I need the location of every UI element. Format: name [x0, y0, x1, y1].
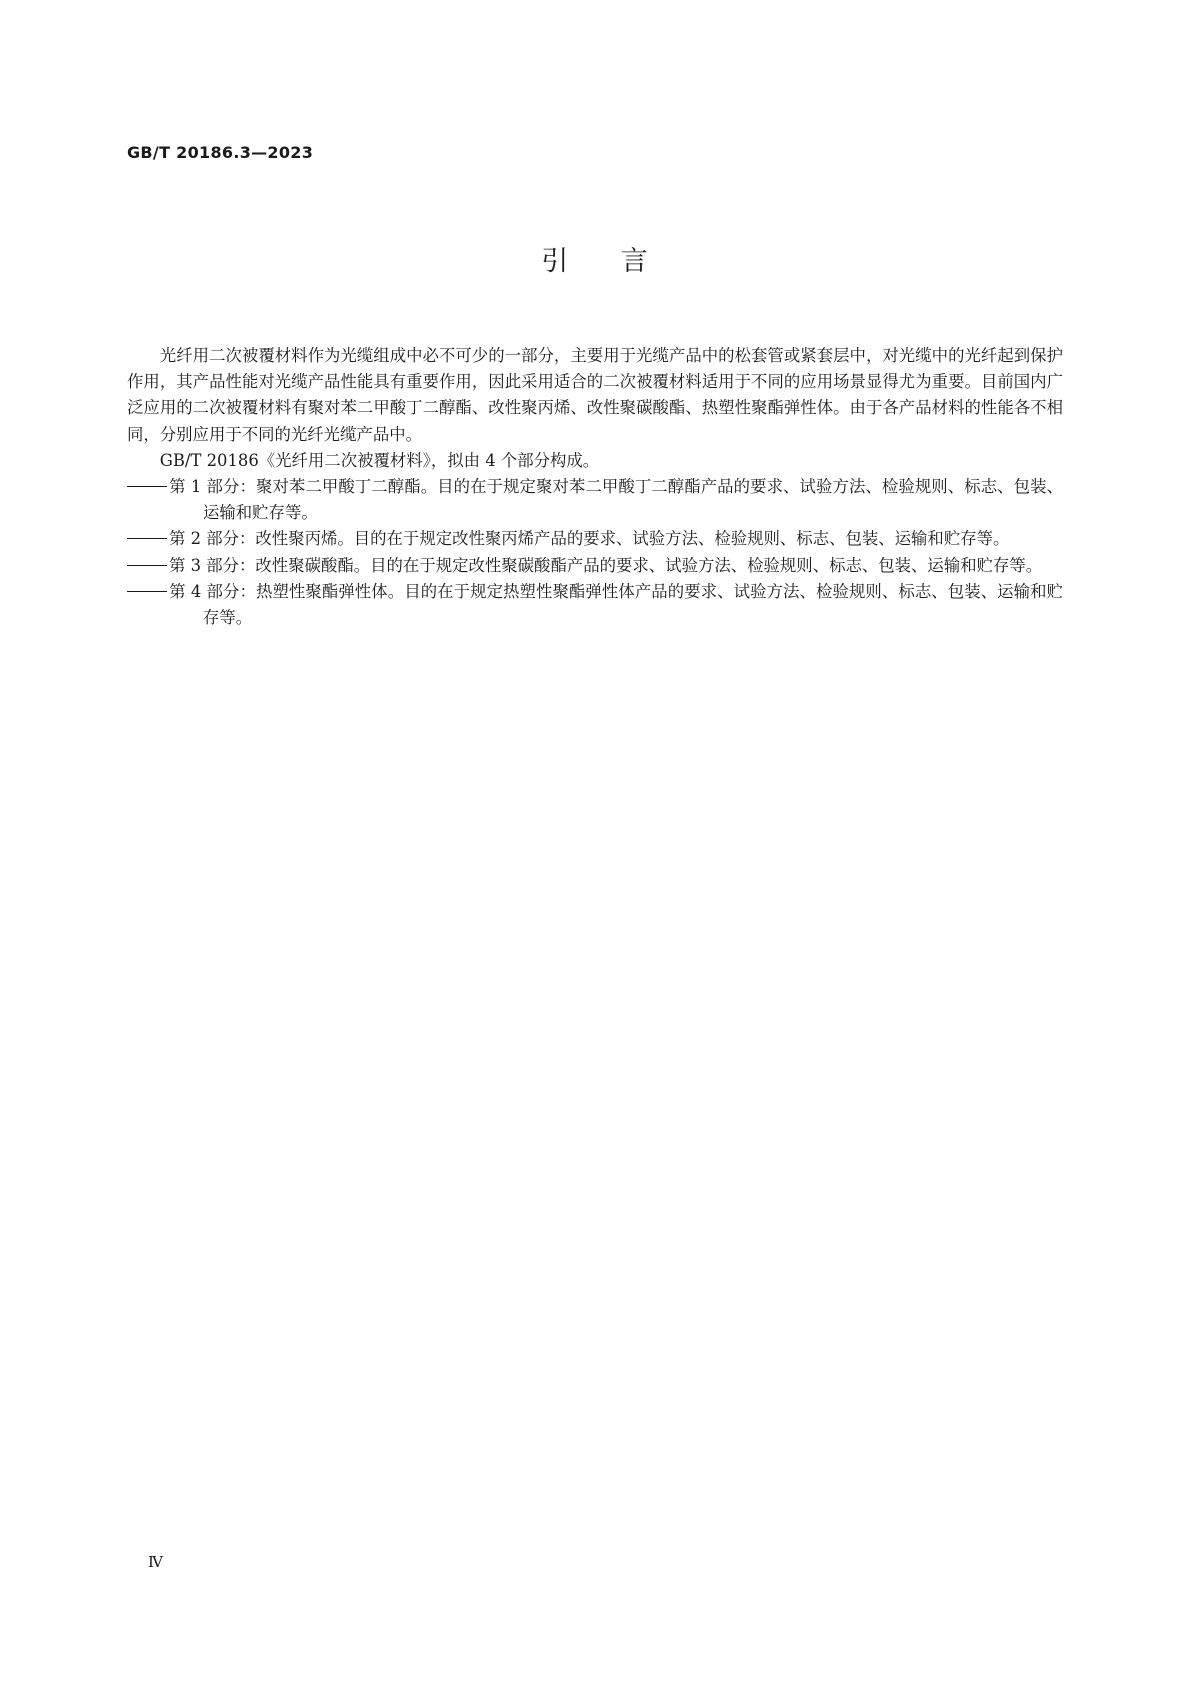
part-list-item-text: 第 1 部分：聚对苯二甲酸丁二醇酯。目的在于规定聚对苯二甲酸丁二醇酯产品的要求、试验方法、检验规则、标志、包装、运输和贮存等。: [169, 477, 1063, 523]
dash-mark: [127, 591, 167, 592]
part-list-item: [127, 526, 1063, 552]
page-number: Ⅳ: [148, 1553, 163, 1571]
structure-sentence: GB/T 20186《光纤用二次被覆材料》，拟由 4 个部分构成。: [159, 450, 600, 470]
intro-paragraph: 光纤用二次被覆材料作为光缆组成中必不可少的一部分，主要用于光缆产品中的松套管或紧套层中，对光缆中的光纤起到保护作用，其产品性能对光缆产品性能具有重要作用，因此采用适合的二次被覆材料适用于不同的应用场景显得尤为重要。目前国内广泛应用的二次被覆材料有聚对苯二甲酸丁二醇酯、改性聚丙烯、改性聚碳酸酯、热塑性聚酯弹性体。由于各产品材料的性能各不相同，分别应用于不同的光纤光缆产品中。: [127, 346, 1063, 444]
part-list-item-text: 第 4 部分：热塑性聚酯弹性体。目的在于规定热塑性聚酯弹性体产品的要求、试验方法、检验规则、标志、包装、运输和贮存等。: [169, 581, 1063, 628]
dash-mark: [127, 538, 167, 539]
section-title: 引 言: [541, 246, 650, 277]
standard-code: GB/T 20186.3—2023: [127, 143, 314, 162]
part-list-item-text: 第 3 部分：改性聚碳酸酯。目的在于规定改性聚碳酸酯产品的要求、试验方法、检验规则、标志、包装、运输和贮存等。: [169, 555, 1043, 575]
part-list-item: [127, 474, 1063, 526]
part-list-item: [127, 579, 1063, 631]
document-body: [127, 343, 1063, 631]
part-list-item: [127, 553, 1063, 579]
dash-mark: [127, 565, 167, 566]
dash-mark: [127, 486, 167, 487]
part-list-item-text: 第 2 部分：改性聚丙烯。目的在于规定改性聚丙烯产品的要求、试验方法、检验规则、标志、包装、运输和贮存等。: [169, 529, 1010, 549]
